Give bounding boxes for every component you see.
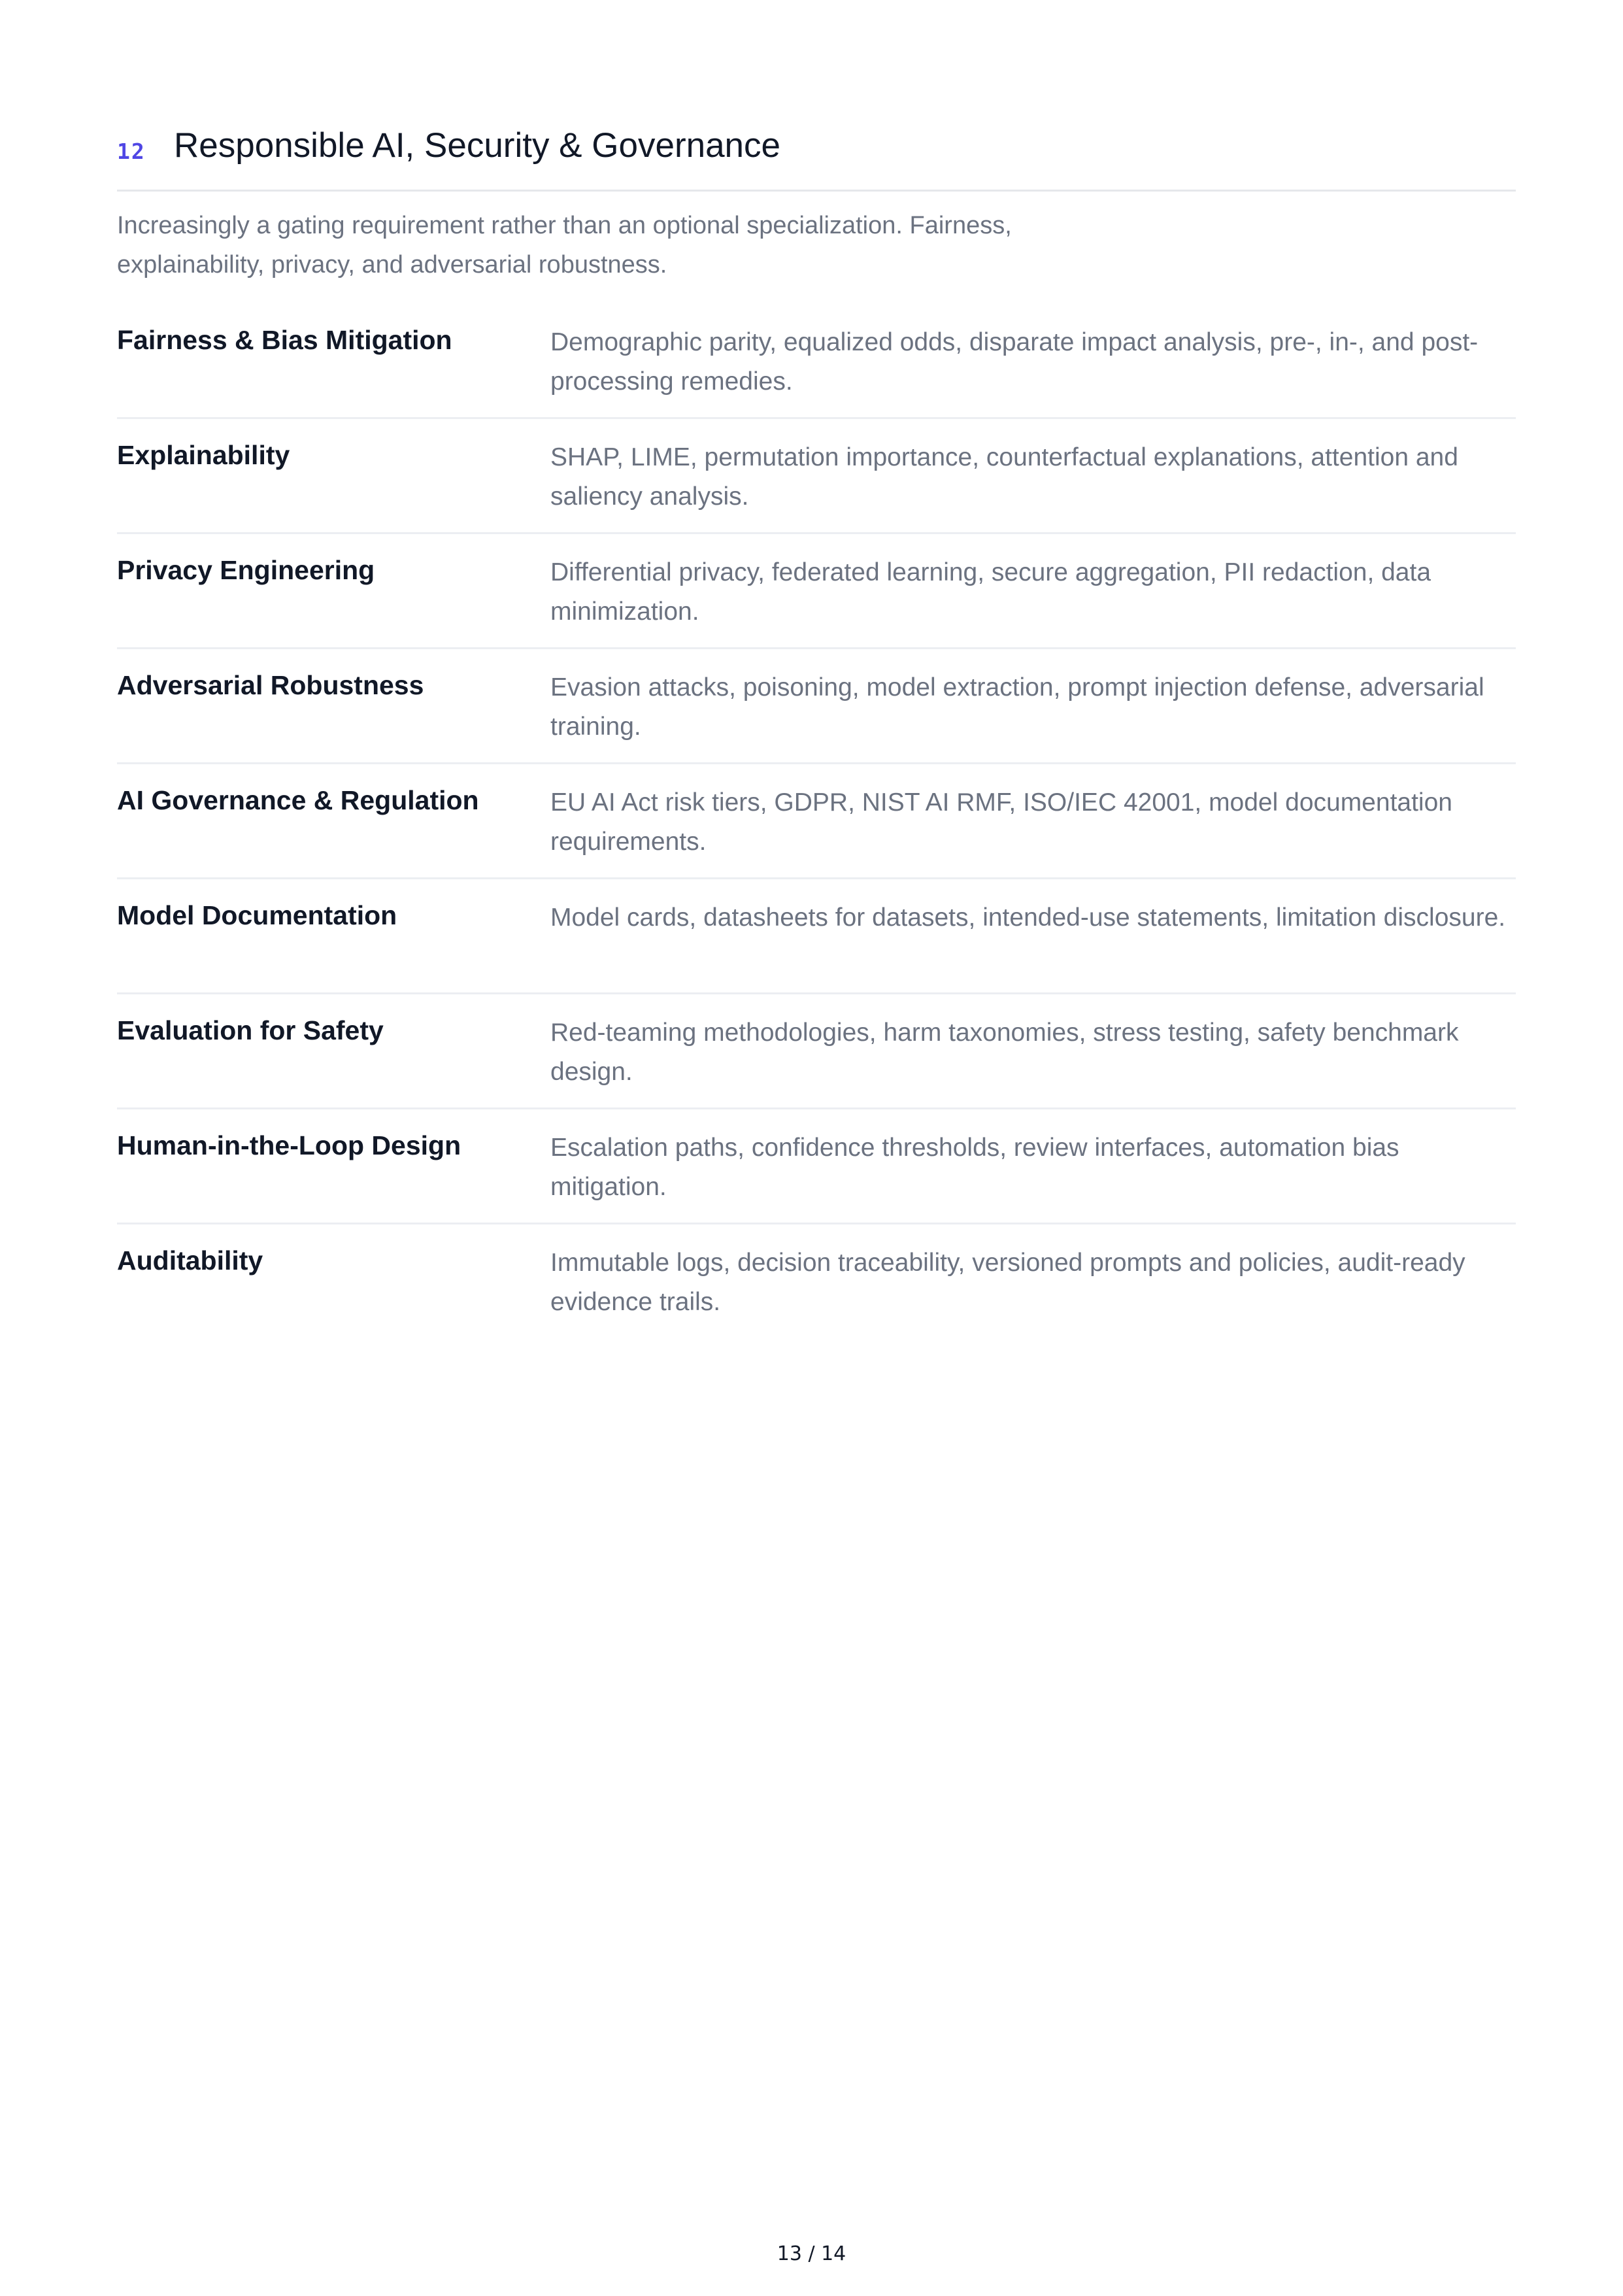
skill-row [117, 879, 1516, 994]
skill-name: Adversarial Robustness [117, 670, 424, 700]
skill-description: Evasion attacks, poisoning, model extraction, prompt injection defense, adversarial training. [550, 673, 1484, 741]
section-title: Responsible AI, Security & Governance [174, 126, 780, 165]
skills-table [117, 304, 1516, 1340]
skill-name: Human-in-the-Loop Design [117, 1130, 461, 1160]
skill-description: Escalation paths, confidence thresholds, review interfaces, automation bias mitigation. [550, 1134, 1399, 1201]
skill-name: Auditability [117, 1245, 263, 1275]
page-number: 13 / 14 [777, 2242, 846, 2265]
skill-row [117, 419, 1516, 534]
skill-name: Model Documentation [117, 900, 397, 930]
skill-description: Model cards, datasheets for datasets, intended-use statements, limitation disclosure. [550, 903, 1506, 932]
skill-row [117, 304, 1516, 419]
skill-name: AI Governance & Regulation [117, 785, 479, 815]
section-intro: Increasingly a gating requirement rather than an optional specialization. Fairness, explainability, privacy, and adversarial robustness. [117, 212, 1012, 279]
skill-description: Demographic parity, equalized odds, disparate impact analysis, pre-, in-, and post-processing remedies. [550, 328, 1479, 396]
skill-name: Explainability [117, 440, 290, 470]
skill-description: Differential privacy, federated learning, secure aggregation, PII redaction, data minimization. [550, 558, 1431, 626]
skill-description: SHAP, LIME, permutation importance, counterfactual explanations, attention and saliency analysis. [550, 443, 1458, 511]
skill-description: Red-teaming methodologies, harm taxonomies, stress testing, safety benchmark design. [550, 1019, 1459, 1086]
section-header [117, 124, 1516, 192]
skill-name: Evaluation for Safety [117, 1015, 384, 1045]
skill-row [117, 649, 1516, 764]
skill-row [117, 994, 1516, 1109]
section-number: 12 [117, 139, 146, 164]
skill-row [117, 534, 1516, 649]
skill-row [117, 1109, 1516, 1224]
skill-row [117, 764, 1516, 879]
skill-name: Fairness & Bias Mitigation [117, 325, 452, 355]
skill-row [117, 1224, 1516, 1340]
skill-description: EU AI Act risk tiers, GDPR, NIST AI RMF, ISO/IEC 42001, model documentation requirements. [550, 788, 1452, 856]
skill-description: Immutable logs, decision traceability, versioned prompts and policies, audit-ready evidence trails. [550, 1249, 1465, 1316]
skill-name: Privacy Engineering [117, 555, 375, 585]
